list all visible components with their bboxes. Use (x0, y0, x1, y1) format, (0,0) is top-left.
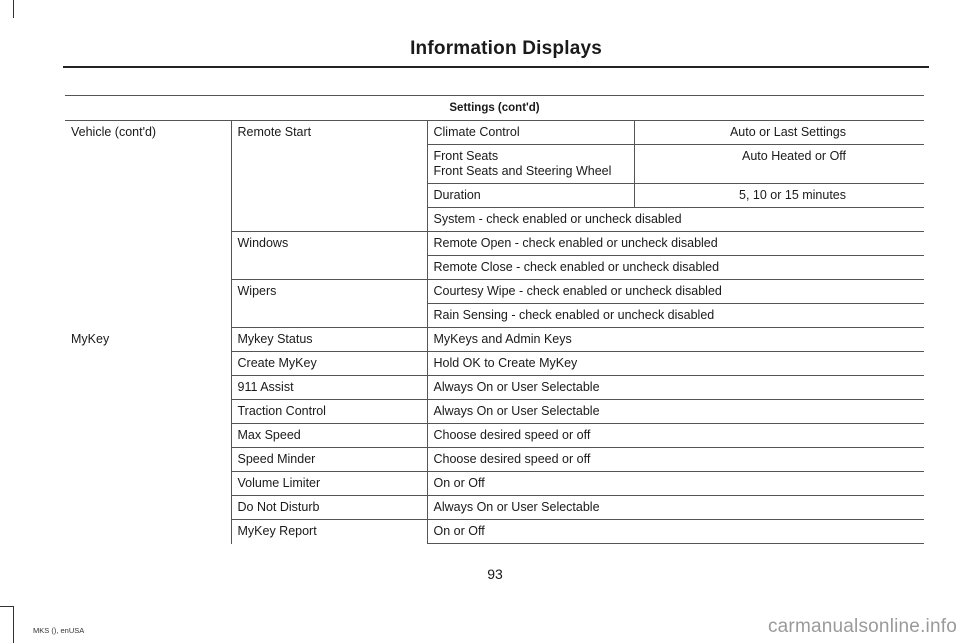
setting-cell: On or Off (427, 520, 924, 544)
category-cell: Vehicle (cont'd) (65, 121, 231, 328)
feature-cell: Wipers (231, 280, 427, 328)
option-line: Front Seats and Steering Wheel (433, 164, 612, 178)
setting-cell: Always On or User Selectable (427, 496, 924, 520)
watermark: carmanualsonline.info (767, 616, 957, 637)
feature-cell: Volume Limiter (231, 472, 427, 496)
setting-cell: Choose desired speed or off (427, 448, 924, 472)
setting-cell: Always On or User Selectable (427, 376, 924, 400)
value-cell: Auto or Last Settings (634, 121, 924, 145)
table-row (65, 121, 924, 145)
feature-cell: Windows (231, 232, 427, 280)
footer-code: MKS (), enUSA (33, 626, 85, 635)
setting-cell: Remote Close - check enabled or uncheck disabled (427, 256, 924, 280)
feature-cell: MyKey Report (231, 520, 427, 544)
category-cell: MyKey (65, 328, 231, 544)
feature-cell: Speed Minder (231, 448, 427, 472)
option-cell (427, 145, 634, 184)
setting-cell: Choose desired speed or off (427, 424, 924, 448)
value-cell: 5, 10 or 15 minutes (634, 184, 924, 208)
feature-cell: Do Not Disturb (231, 496, 427, 520)
option-cell: Duration (427, 184, 634, 208)
page-title: Information Displays (410, 38, 602, 59)
crop-mark-top-left (13, 0, 14, 18)
setting-cell: Rain Sensing - check enabled or uncheck disabled (427, 304, 924, 328)
setting-cell: Always On or User Selectable (427, 400, 924, 424)
setting-cell: Remote Open - check enabled or uncheck disabled (427, 232, 924, 256)
setting-cell: MyKeys and Admin Keys (427, 328, 924, 352)
title-divider (63, 66, 929, 68)
setting-cell: Courtesy Wipe - check enabled or uncheck disabled (427, 280, 924, 304)
setting-cell: Hold OK to Create MyKey (427, 352, 924, 376)
setting-cell: On or Off (427, 472, 924, 496)
setting-cell: System - check enabled or uncheck disabled (427, 208, 924, 232)
page-number: 93 (487, 566, 503, 582)
feature-cell: Mykey Status (231, 328, 427, 352)
feature-cell: 911 Assist (231, 376, 427, 400)
feature-cell: Max Speed (231, 424, 427, 448)
option-line: Front Seats (433, 149, 499, 163)
crop-mark-bottom-left-vertical (13, 606, 14, 643)
table-caption: Settings (cont'd) (65, 96, 924, 121)
table-row (65, 328, 924, 352)
settings-table (65, 95, 924, 544)
option-cell: Climate Control (427, 121, 634, 145)
value-cell: Auto Heated or Off (634, 145, 924, 184)
crop-mark-bottom-left-horizontal (0, 606, 13, 607)
feature-cell: Remote Start (231, 121, 427, 232)
feature-cell: Create MyKey (231, 352, 427, 376)
feature-cell: Traction Control (231, 400, 427, 424)
